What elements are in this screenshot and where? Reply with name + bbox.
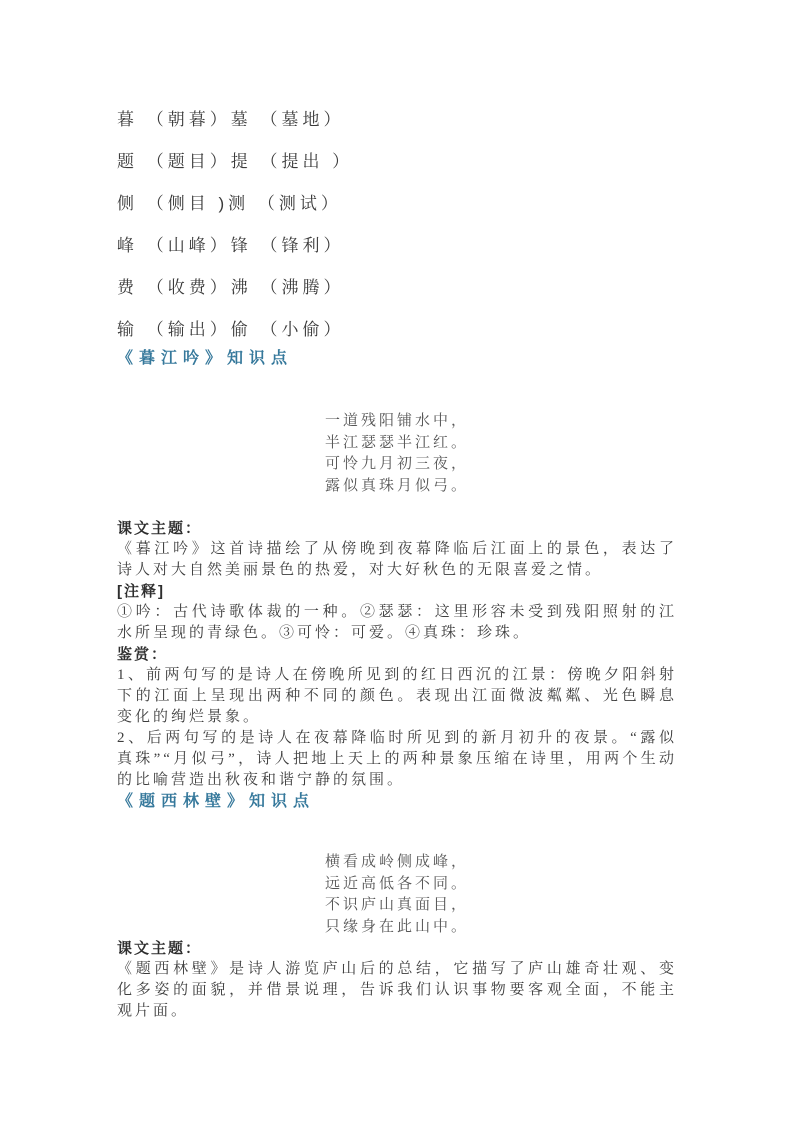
word-pair-row: 费 （收费）沸 （沸腾） — [117, 277, 345, 297]
poem-line: 一道残阳铺水中， — [324, 413, 469, 429]
body-line: 的比喻营造出秋夜和谐宁静的氛围。 — [117, 772, 406, 788]
body-line: 下的江面上呈现出两种不同的颜色。表现出江面微波粼粼、光色瞬息 — [117, 688, 677, 704]
appreciation-label: 鉴赏： — [117, 646, 169, 663]
body-line: 变化的绚烂景象。 — [117, 709, 262, 725]
poem-line: 露似真珠月似弓。 — [324, 477, 469, 494]
poem-line: 可怜九月初三夜， — [324, 456, 469, 472]
body-line: 《题西林壁》是诗人游览庐山后的总结，它描写了庐山雄奇壮观、变 — [117, 961, 677, 977]
poem-line: 半江瑟瑟半江红。 — [324, 434, 469, 451]
body-line: 诗人对大自然美丽景色的热爱，对大好秋色的无限喜爱之情。 — [117, 562, 604, 578]
word-pairs-section — [117, 96, 677, 348]
word-pair-row: 题 （题目）提 （提出 ） — [117, 151, 354, 171]
theme-label: 课文主题： — [117, 520, 203, 537]
poem-line: 远近高低各不同。 — [324, 875, 469, 892]
poem-line: 不识庐山真面目， — [324, 897, 469, 913]
poem-tixilinbi — [117, 852, 677, 938]
notes-label: [注释] — [117, 583, 165, 600]
poem-line: 横看成岭侧成峰， — [324, 854, 469, 870]
body-line: 1、前两句写的是诗人在傍晚所见到的红日西沉的江景：傍晚夕阳斜射 — [117, 667, 677, 683]
tixilinbi-theme-block — [117, 938, 677, 1022]
section-heading-tixilinbi: 《题西林壁》知识点 — [117, 793, 316, 810]
body-line: 水所呈现的青绿色。③可怜：可爱。④真珠：珍珠。 — [117, 625, 532, 641]
word-pair-row: 输 （输出）偷 （小偷） — [117, 319, 345, 339]
body-line: 化多姿的面貌，并借景说理，告诉我们认识事物要客观全面，不能主 — [117, 982, 677, 998]
mujiangyin-analysis-block — [117, 518, 677, 791]
section-heading-mujiangyin: 《暮江吟》知识点 — [117, 350, 294, 367]
body-line: 观片面。 — [117, 1003, 190, 1019]
word-pair-row: 峰 （山峰）锋 （锋利） — [117, 235, 345, 255]
word-pair-row: 暮 （朝暮）墓 （墓地） — [117, 109, 345, 129]
body-line: 2、后两句写的是诗人在夜幕降临时所见到的新月初升的夜景。“露似 — [117, 730, 677, 746]
body-line: 《暮江吟》这首诗描绘了从傍晚到夜幕降临后江面上的景色，表达了 — [117, 541, 677, 557]
poem-line: 只缘身在此山中。 — [324, 918, 469, 935]
body-line: ①吟：古代诗歌体裁的一种。②瑟瑟：这里形容未受到残阳照射的江 — [117, 604, 677, 620]
body-line: 真珠”“月似弓”，诗人把地上天上的两种景象压缩在诗里，用两个生动 — [117, 751, 677, 767]
poem-mujiangyin — [117, 411, 677, 497]
word-pair-row: 侧 （侧目 )测 （测试） — [117, 193, 342, 213]
theme-label: 课文主题： — [117, 940, 203, 957]
